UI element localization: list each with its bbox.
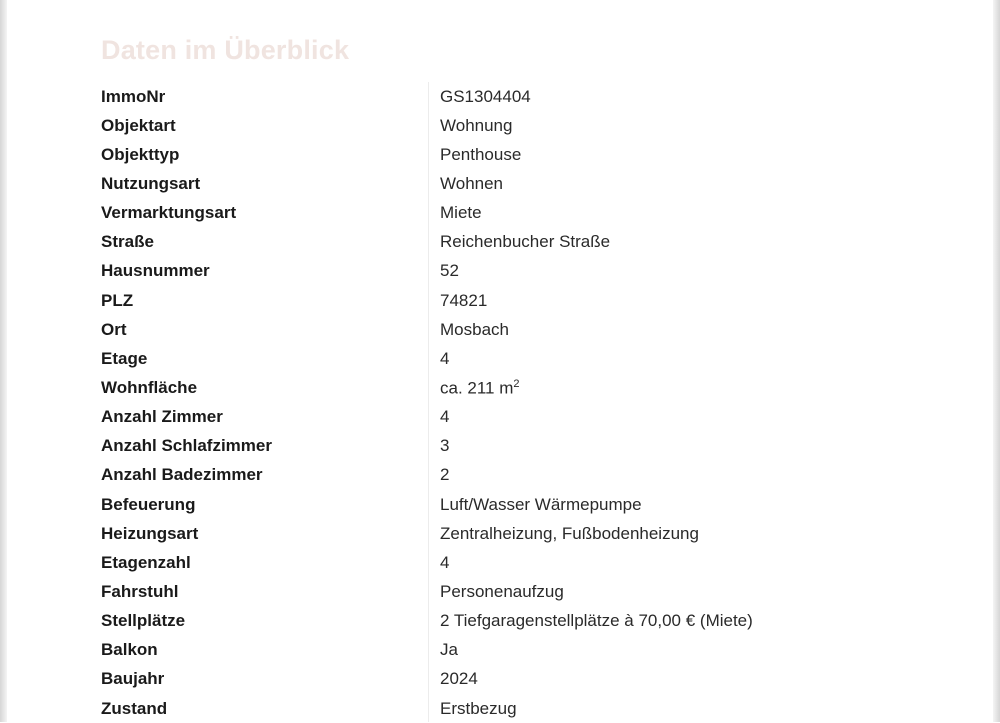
row-label: Etage — [101, 348, 148, 368]
row-label: Anzahl Schlafzimmer — [101, 436, 272, 456]
facts-table — [101, 82, 921, 723]
row-value — [440, 669, 478, 689]
row-label: Anzahl Zimmer — [101, 407, 223, 427]
table-row — [101, 169, 921, 198]
row-value — [440, 232, 610, 252]
row-value-text: Zentralheizung, Fußbodenheizung — [440, 523, 699, 543]
row-value-text: 2 — [440, 465, 450, 485]
table-row — [101, 286, 921, 315]
row-value — [440, 465, 449, 485]
row-value — [440, 378, 520, 399]
row-value-text: 2024 — [440, 669, 478, 689]
row-label: Anzahl Badezimmer — [101, 465, 263, 485]
row-label: Etagenzahl — [101, 552, 191, 572]
table-row — [101, 344, 921, 373]
table-row — [101, 403, 921, 432]
row-value — [440, 495, 642, 515]
row-label: Baujahr — [101, 669, 165, 689]
table-row — [101, 607, 921, 636]
row-value-text: 74821 — [440, 290, 488, 310]
table-row — [101, 373, 921, 402]
row-label: Befeuerung — [101, 494, 196, 514]
row-value — [440, 640, 458, 660]
table-row — [101, 548, 921, 577]
row-value — [440, 320, 509, 340]
row-value-text: Miete — [440, 203, 482, 223]
section-title: Daten im Überblick — [101, 35, 350, 65]
row-value-text: ca. 211 m — [440, 378, 514, 398]
row-value-text: Luft/Wasser Wärmepumpe — [440, 494, 642, 514]
row-value — [440, 611, 753, 631]
table-row — [101, 432, 921, 461]
row-label: Objektart — [101, 115, 176, 135]
row-value — [440, 145, 521, 165]
table-row — [101, 461, 921, 490]
table-row — [101, 199, 921, 228]
row-value — [440, 553, 449, 573]
row-value — [440, 203, 482, 223]
row-value-text: Ja — [440, 640, 458, 660]
row-value — [440, 436, 449, 456]
row-value — [440, 87, 531, 107]
row-label: Wohnfläche — [101, 377, 198, 397]
table-row — [101, 694, 921, 723]
table-row — [101, 82, 921, 111]
table-row — [101, 636, 921, 665]
row-value-text: 4 — [440, 407, 450, 427]
table-row — [101, 577, 921, 606]
row-label: Nutzungsart — [101, 173, 201, 193]
row-value — [440, 261, 459, 281]
row-label: Ort — [101, 319, 127, 339]
row-label: Balkon — [101, 640, 158, 660]
table-row — [101, 519, 921, 548]
row-label: Objekttyp — [101, 144, 180, 164]
row-value-text: GS1304404 — [440, 86, 531, 106]
row-value-text: 52 — [440, 261, 459, 281]
row-value — [440, 291, 487, 311]
row-value-text: Erstbezug — [440, 698, 517, 718]
row-value — [440, 699, 517, 719]
table-row — [101, 228, 921, 257]
row-value-text: Personenaufzug — [440, 581, 564, 601]
row-value-text: Wohnen — [440, 173, 504, 193]
row-value-text: Penthouse — [440, 144, 522, 164]
row-value — [440, 582, 564, 602]
right-edge-shadow — [993, 0, 1000, 722]
row-value — [440, 349, 449, 369]
row-value-text: Reichenbucher Straße — [440, 232, 611, 252]
row-label: Stellplätze — [101, 611, 186, 631]
row-value — [440, 174, 503, 194]
row-value-text: 2 Tiefgaragenstellplätze à 70,00 € (Miete) — [440, 611, 753, 631]
row-value-text: 4 — [440, 552, 450, 572]
row-value-superscript: 2 — [513, 377, 520, 390]
table-row — [101, 665, 921, 694]
row-value — [440, 407, 449, 427]
row-label: PLZ — [101, 290, 134, 310]
row-value — [440, 116, 512, 136]
row-value-text: 4 — [440, 348, 450, 368]
row-value-text: 3 — [440, 436, 450, 456]
row-label: Straße — [101, 232, 154, 252]
table-row — [101, 257, 921, 286]
row-label: Heizungsart — [101, 523, 199, 543]
table-row — [101, 490, 921, 519]
row-value-text: Wohnung — [440, 115, 513, 135]
row-value-text: Mosbach — [440, 319, 509, 339]
row-value — [440, 524, 699, 544]
table-row — [101, 111, 921, 140]
row-label: Hausnummer — [101, 261, 210, 281]
table-row — [101, 315, 921, 344]
row-label: Zustand — [101, 698, 168, 718]
row-label: Fahrstuhl — [101, 581, 179, 601]
left-edge-shadow — [0, 0, 7, 722]
row-label: ImmoNr — [101, 86, 166, 106]
table-row — [101, 140, 921, 169]
row-label: Vermarktungsart — [101, 203, 237, 223]
